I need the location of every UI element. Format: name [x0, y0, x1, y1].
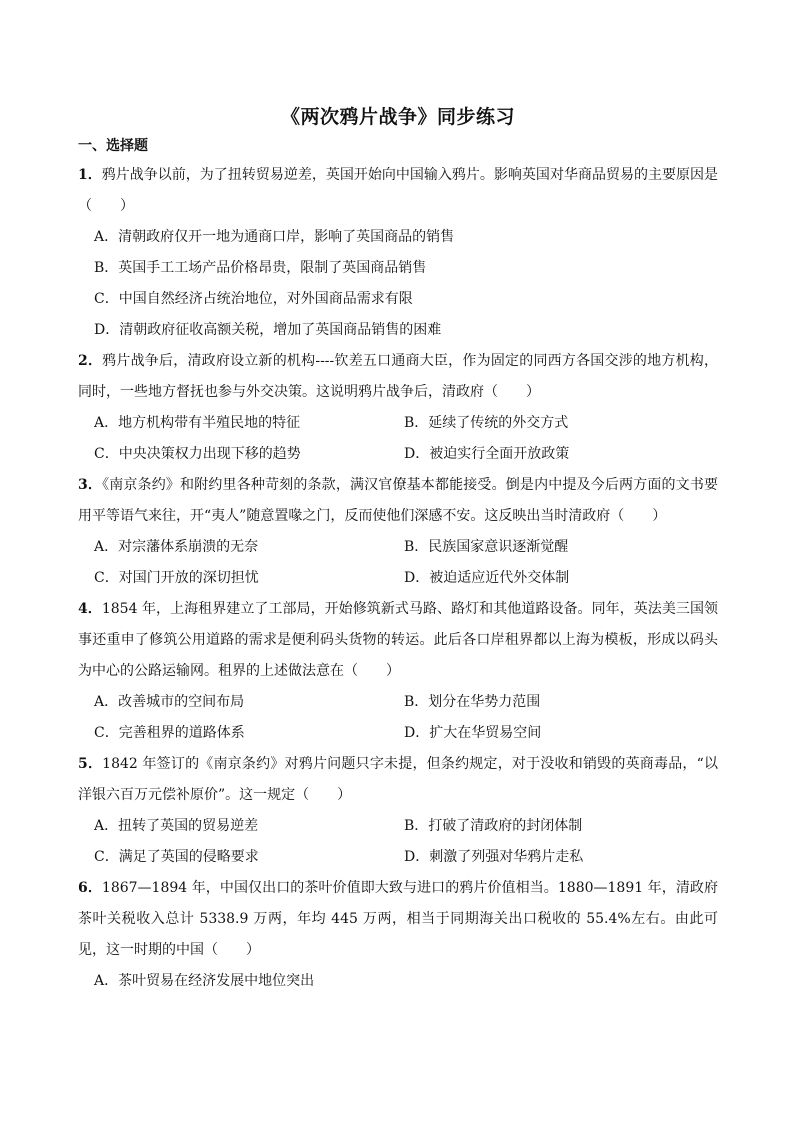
question-4: [78, 594, 718, 749]
options-grid: [78, 811, 718, 873]
option-a[interactable]: A．茶叶贸易在经济发展中地位突出: [94, 973, 315, 989]
question-number: 1．: [78, 167, 102, 183]
option-a[interactable]: A．扭转了英国的贸易逆差: [94, 818, 259, 834]
question-text: 1854 年，上海租界建立了工部局，开始修筑新式马路、路灯和其他道路设备。同年，英法美三国领事还重申了修筑公用道路的需求是便利码头货物的转运。此后各口岸租界都以上海为模板，形成以码头为中心的公路运输网。租界的上述做法意在（ ）: [78, 601, 718, 679]
question-1: [78, 160, 718, 346]
page-title: 《两次鸦片战争》同步练习: [280, 106, 515, 128]
option-d[interactable]: D．被迫适应近代外交体制: [404, 570, 570, 586]
option-b[interactable]: B．民族国家意识逐渐觉醒: [404, 539, 569, 555]
question-number: 3．: [78, 477, 103, 493]
question-stem: [78, 160, 718, 222]
question-number: 2．: [78, 353, 103, 369]
option-a[interactable]: A．清朝政府仅开一地为通商口岸，影响了英国商品的销售: [94, 229, 455, 245]
option-b[interactable]: B．英国手工工场产品价格昂贵，限制了英国商品销售: [94, 260, 427, 276]
option-a[interactable]: A．改善城市的空间布局: [94, 694, 245, 710]
option-d[interactable]: D．被迫实行全面开放政策: [404, 446, 570, 462]
option-c[interactable]: C．中国自然经济占统治地位，对外国商品需求有限: [94, 291, 413, 307]
option-c[interactable]: C．满足了英国的侵略要求: [94, 849, 259, 865]
option-a[interactable]: A．地方机构带有半殖民地的特征: [94, 415, 301, 431]
question-text: 鸦片战争后，清政府设立新的机构----钦差五口通商大臣，作为固定的同西方各国交涉的地方机构，同时，一些地方督抚也参与外交决策。这说明鸦片战争后，清政府（ ）: [78, 353, 718, 400]
option-d[interactable]: D．刺激了列强对华鸦片走私: [404, 849, 584, 865]
option-c[interactable]: C．完善租界的道路体系: [94, 725, 245, 741]
option-c[interactable]: C．对国门开放的深切担忧: [94, 570, 259, 586]
question-stem: [78, 873, 718, 966]
options-grid: [78, 687, 718, 749]
question-number: 4．: [78, 601, 102, 617]
question-stem: [78, 594, 718, 687]
question-stem: [78, 749, 718, 811]
question-text: 鸦片战争以前，为了扭转贸易逆差，英国开始向中国输入鸦片。影响英国对华商品贸易的主要原因是（ ）: [78, 167, 719, 214]
option-b[interactable]: B．延续了传统的外交方式: [404, 415, 569, 431]
options-list: [78, 966, 718, 997]
option-b[interactable]: B．划分在华势力范围: [404, 694, 541, 710]
question-text: 1867—1894 年，中国仅出口的茶叶价值即大致与进口的鸦片价值相当。1880—1891 年，清政府茶叶关税收入总计 5338.9 万两，年均 445 万两，相当于同期海关出口税收的 55.4%左右。由此可见，这一时期的中国（ ）: [78, 880, 718, 958]
question-5: [78, 749, 718, 873]
question-text: 1842 年签订的《南京条约》对鸦片问题只字未提，但条约规定，对于没收和销毁的英商毒品，“以洋银六百万元偿补原价”。这一规定（ ）: [78, 756, 719, 803]
options-grid: [78, 408, 718, 470]
options-list: [78, 222, 718, 346]
question-3: [78, 470, 718, 594]
options-grid: [78, 532, 718, 594]
option-c[interactable]: C．中央决策权力出现下移的趋势: [94, 446, 301, 462]
question-6: [78, 873, 718, 997]
question-number: 6．: [78, 880, 102, 896]
option-d[interactable]: D．清朝政府征收高额关税，增加了英国商品销售的困难: [94, 322, 442, 338]
question-stem: [78, 470, 718, 532]
option-d[interactable]: D．扩大在华贸易空间: [404, 725, 542, 741]
question-number: 5．: [78, 756, 103, 772]
question-text: 《南京条约》和附约里各种苛刻的条款，满汉官僚基本都能接受。倒是内中提及今后两方面的文书要用平等语气来往，开“夷人”随意置喙之门，反而使他们深感不安。这反映出当时清政府（ ）: [78, 477, 719, 524]
option-b[interactable]: B．打破了清政府的封闭体制: [404, 818, 583, 834]
question-stem: [78, 346, 718, 408]
question-2: [78, 346, 718, 470]
option-a[interactable]: A．对宗藩体系崩溃的无奈: [94, 539, 259, 555]
section-heading: 一、选择题: [78, 138, 148, 154]
